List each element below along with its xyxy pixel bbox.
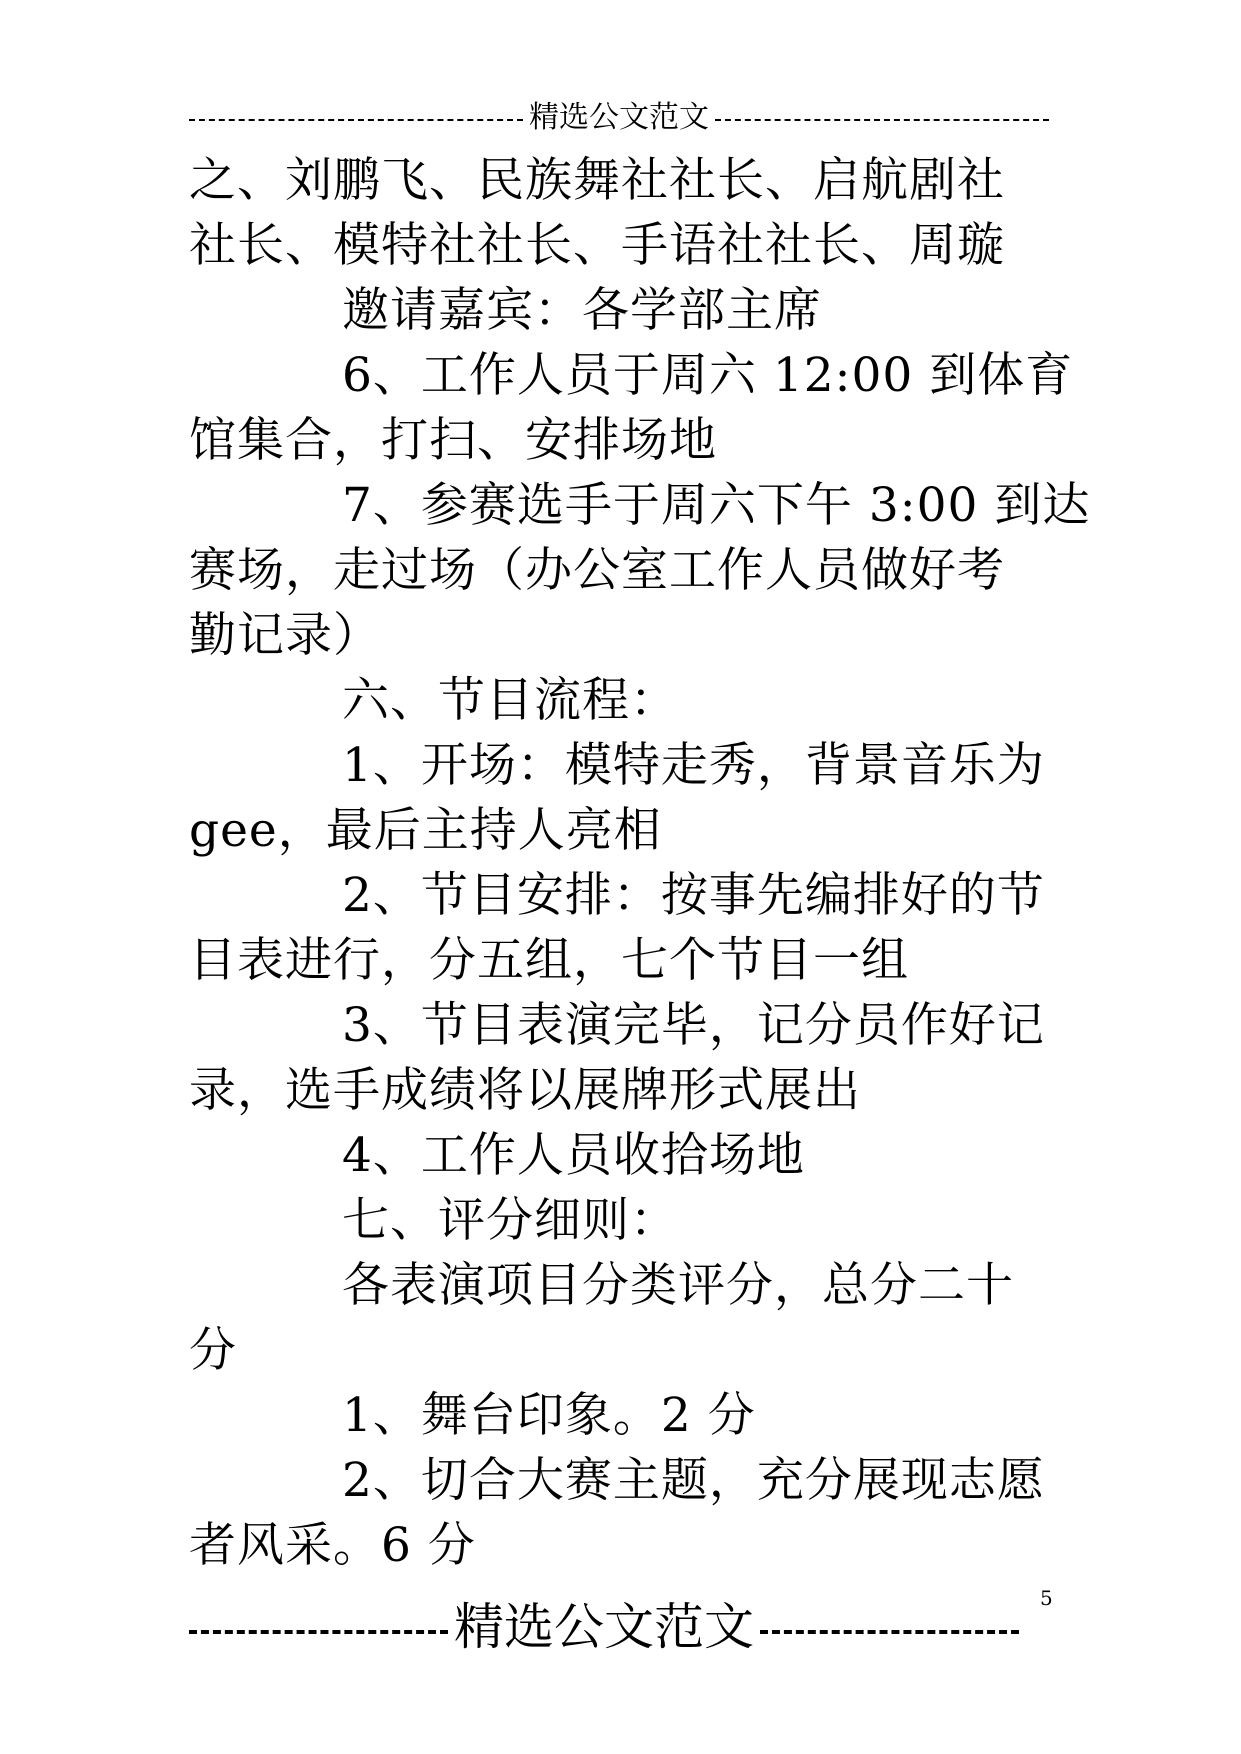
document-body	[189, 148, 1091, 1578]
page-footer	[189, 1592, 1019, 1662]
header-dash-left	[189, 119, 523, 121]
text-line: 之、刘鹏飞、民族舞社社长、启航剧社	[189, 153, 1005, 208]
text-line: 录，选手成绩将以展牌形式展出	[189, 1063, 861, 1118]
text-line: 赛场，走过场（办公室工作人员做好考	[189, 543, 1005, 598]
header-dash-right	[715, 119, 1049, 121]
text-line: 2、切合大赛主题，充分展现志愿	[342, 1453, 1045, 1508]
footer-dash-left	[189, 1630, 448, 1634]
text-line: gee，最后主持人亮相	[189, 803, 662, 858]
text-line: 7、参赛选手于周六下午 3:00 到达	[342, 478, 1091, 533]
footer-dash-right	[760, 1630, 1019, 1634]
text-line: 馆集合，打扫、安排场地	[189, 413, 717, 468]
text-line: 者风采。6 分	[189, 1518, 476, 1573]
page-number: 5	[1040, 1586, 1053, 1610]
text-line: 目表进行，分五组，七个节目一组	[189, 933, 909, 988]
text-line: 6、工作人员于周六 12:00 到体育	[342, 348, 1074, 403]
page-header	[189, 97, 1049, 139]
text-line: 勤记录）	[189, 608, 381, 663]
text-line: 1、舞台印象。2 分	[342, 1388, 756, 1443]
footer-title: 精选公文范文	[454, 1598, 754, 1656]
text-line: 3、节目表演完毕，记分员作好记	[342, 998, 1045, 1053]
text-line: 社长、模特社社长、手语社社长、周璇	[189, 218, 1005, 273]
text-line: 分	[189, 1323, 237, 1378]
text-line: 1、开场：模特走秀，背景音乐为	[342, 738, 1045, 793]
header-title: 精选公文范文	[529, 100, 709, 135]
text-line: 2、节目安排：按事先编排好的节	[342, 868, 1045, 923]
section-heading: 七、评分细则：	[342, 1193, 678, 1248]
section-heading: 六、节目流程：	[342, 673, 678, 728]
text-line: 各表演项目分类评分，总分二十	[342, 1258, 1014, 1313]
text-line: 邀请嘉宾：各学部主席	[342, 283, 822, 338]
text-line: 4、工作人员收拾场地	[342, 1128, 805, 1183]
